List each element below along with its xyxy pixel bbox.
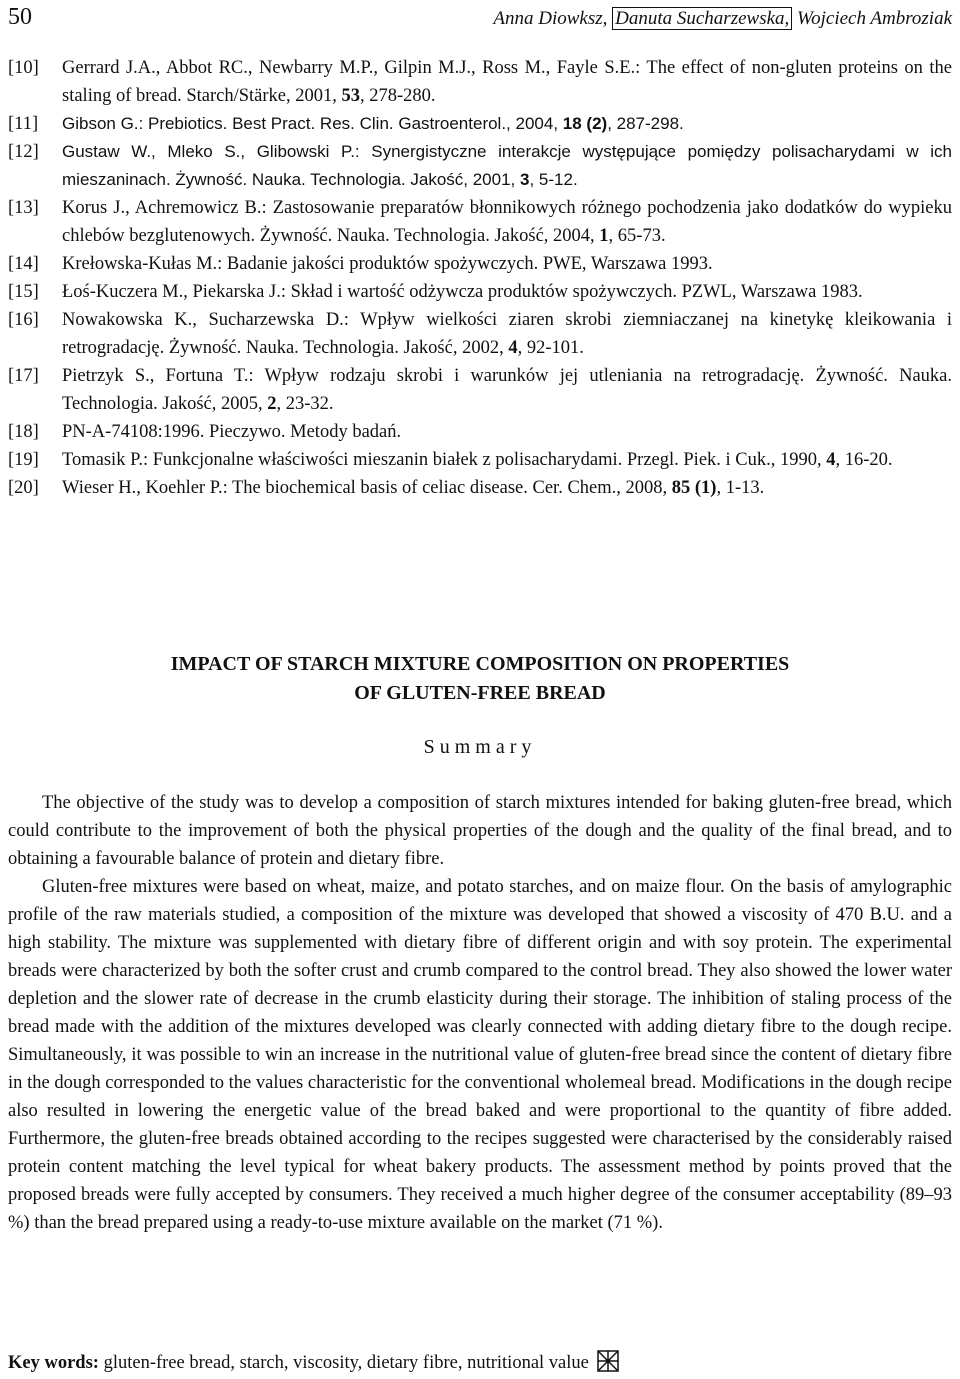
- reference-fragment: Wieser H., Koehler P.: The biochemical basis of celiac disease. Cer. Chem., 2008,: [62, 478, 672, 498]
- reference-item: [8, 194, 952, 250]
- page-number: 50: [8, 4, 32, 30]
- reference-fragment: , 23-32.: [276, 394, 334, 414]
- reference-fragment: Gustaw W., Mleko S., Glibowski P.: Synergistyczne interakcje występujące pomiędzy polisacharydami w ich mieszaninach. Żywność. Nauka. Technologia. Jakość, 2001,: [62, 142, 952, 189]
- reference-text: [62, 278, 952, 306]
- reference-text: [62, 194, 952, 250]
- reference-fragment: Korus J., Achremowicz B.: Zastosowanie preparatów błonnikowych różnego pochodzenia jako dodatków do wypieku chlebów bezglutenowych. Żywność. Nauka. Technologia. Jakość, 2004,: [62, 198, 952, 246]
- reference-fragment: , 16-20.: [835, 450, 893, 470]
- summary-paragraph: Gluten-free mixtures were based on wheat, maize, and potato starches, and on maize flour. On the basis of amylographic profile of the raw materials studied, a composition of the mixture was developed that showed a viscosity of 470 B.U. and a high stability. The mixture was supplemented with dietary fibre of different origin and with soy protein. The experimental breads were characterized by both the softer crust and crumb compared to the control bread. They also showed the lower water depletion and the slower rate of decrease in the crumb elasticity during their storage. The inhibition of staling process of the bread made with the addition of the mixtures developed was clearly connected with adding dietary fibre to the dough recipe. Simultaneously, it was possible to win an increase in the nutritional value of gluten-free bread since the content of dietary fibre in the dough corresponded to the values characteristic for the conventional wholemeal bread. Modifications in the dough recipe also resulted in lowering the energetic value of the bread baked and were proportional to the quantity of fibre added. Furthermore, the gluten-free breads obtained according to the recipes suggested were characterised by the considerably raised protein content matching the level typical for wheat bakery products. The assessment method by points proved that the proposed breads were fully accepted by consumers. They received a much higher degree of the consumer acceptability (89–93 %) than the bread prepared using a ready-to-use mixture available on the market (71 %).: [8, 877, 952, 1233]
- keywords-label: Key words:: [8, 1353, 99, 1373]
- reference-item: [8, 250, 952, 278]
- reference-fragment: , 1-13.: [716, 478, 765, 498]
- reference-number: [14]: [8, 254, 39, 274]
- reference-number: [13]: [8, 198, 39, 218]
- keywords-line: [8, 1350, 952, 1376]
- end-of-article-mark-icon: [597, 1350, 619, 1372]
- reference-volume: 1: [599, 226, 609, 246]
- reference-text: [62, 362, 952, 418]
- reference-fragment: Gerrard J.A., Abbot RC., Newbarry M.P., Gilpin M.J., Ross M., Fayle S.E.: The effect of non-gluten proteins on the staling of bread. Starch/Stärke, 2001,: [62, 58, 952, 106]
- reference-text: [62, 110, 952, 138]
- reference-volume: 85 (1): [671, 478, 717, 498]
- summary-heading: Summary: [423, 736, 537, 758]
- reference-number: [11]: [8, 114, 39, 134]
- reference-fragment: , 5-12.: [529, 170, 578, 189]
- reference-text: [62, 446, 952, 474]
- reference-item: [8, 306, 952, 362]
- reference-number: [16]: [8, 310, 39, 330]
- reference-item: [8, 54, 952, 110]
- reference-volume: 3: [520, 170, 530, 189]
- reference-volume: 18 (2): [562, 114, 608, 133]
- reference-volume: 4: [508, 338, 518, 358]
- reference-text: [62, 418, 952, 446]
- running-head-authors: [493, 6, 952, 32]
- reference-text: [62, 250, 952, 278]
- reference-fragment: Tomasik P.: Funkcjonalne właściwości mieszanin białek z polisacharydami. Przegl. Piek. i Cuk., 1990,: [62, 450, 827, 470]
- reference-list: [8, 54, 952, 502]
- reference-item: [8, 278, 952, 306]
- reference-number: [19]: [8, 450, 39, 470]
- reference-fragment: , 65-73.: [608, 226, 666, 246]
- reference-fragment: Łoś-Kuczera M., Piekarska J.: Skład i wartość odżywcza produktów spożywczych. PZWL, Warszawa 1983.: [62, 282, 863, 302]
- summary-body: [8, 789, 952, 1237]
- reference-fragment: Gibson G.: Prebiotics. Best Pract. Res. Clin. Gastroenterol., 2004,: [62, 114, 563, 133]
- reference-item: [8, 446, 952, 474]
- reference-text: [62, 306, 952, 362]
- author-1: Anna Diowksz,: [493, 8, 608, 29]
- keywords-text: gluten-free bread, starch, viscosity, dietary fibre, nutritional value: [98, 1353, 589, 1373]
- reference-text: [62, 474, 952, 502]
- author-3: Wojciech Ambroziak: [797, 8, 952, 29]
- reference-fragment: Nowakowska K., Sucharzewska D.: Wpływ wielkości ziaren skrobi ziemniaczanej na kinetykę kleikowania i retrogradację. Żywność. Nauka. Technologia. Jakość, 2002,: [62, 310, 952, 358]
- reference-number: [17]: [8, 366, 39, 386]
- title-line-1: IMPACT OF STARCH MIXTURE COMPOSITION ON PROPERTIES: [170, 653, 790, 675]
- reference-item: [8, 418, 952, 446]
- reference-number: [10]: [8, 58, 39, 78]
- page-header: [8, 2, 952, 32]
- reference-number: [15]: [8, 282, 39, 302]
- author-2-highlighted: Danuta Sucharzewska,: [612, 7, 792, 30]
- reference-item: [8, 138, 952, 194]
- reference-item: [8, 110, 952, 138]
- reference-text: [62, 54, 952, 110]
- reference-item: [8, 474, 952, 502]
- reference-fragment: , 92-101.: [517, 338, 584, 358]
- reference-number: [18]: [8, 422, 39, 442]
- summary-paragraph: The objective of the study was to develop a composition of starch mixtures intended for baking gluten-free bread, which could contribute to the improvement of both the physical properties of the dough and the quality of the final bread, and to obtaining a favourable balance of protein and dietary fibre.: [8, 793, 952, 869]
- reference-volume: 53: [341, 86, 360, 106]
- reference-fragment: , 287-298.: [607, 114, 684, 133]
- article-english-title: [0, 650, 960, 708]
- reference-item: [8, 362, 952, 418]
- reference-number: [12]: [8, 142, 39, 162]
- reference-volume: 4: [826, 450, 836, 470]
- reference-fragment: , 278-280.: [360, 86, 436, 106]
- reference-number: [20]: [8, 478, 39, 498]
- reference-fragment: PN-A-74108:1996. Pieczywo. Metody badań.: [62, 422, 402, 442]
- reference-fragment: Krełowska-Kułas M.: Badanie jakości produktów spożywczych. PWE, Warszawa 1993.: [62, 254, 713, 274]
- reference-volume: 2: [267, 394, 277, 414]
- title-line-2: OF GLUTEN-FREE BREAD: [354, 682, 606, 704]
- reference-fragment: Pietrzyk S., Fortuna T.: Wpływ rodzaju skrobi i warunków jej utleniania na retrogradację. Żywność. Nauka. Technologia. Jakość, 2005,: [62, 366, 952, 414]
- reference-text: [62, 138, 952, 194]
